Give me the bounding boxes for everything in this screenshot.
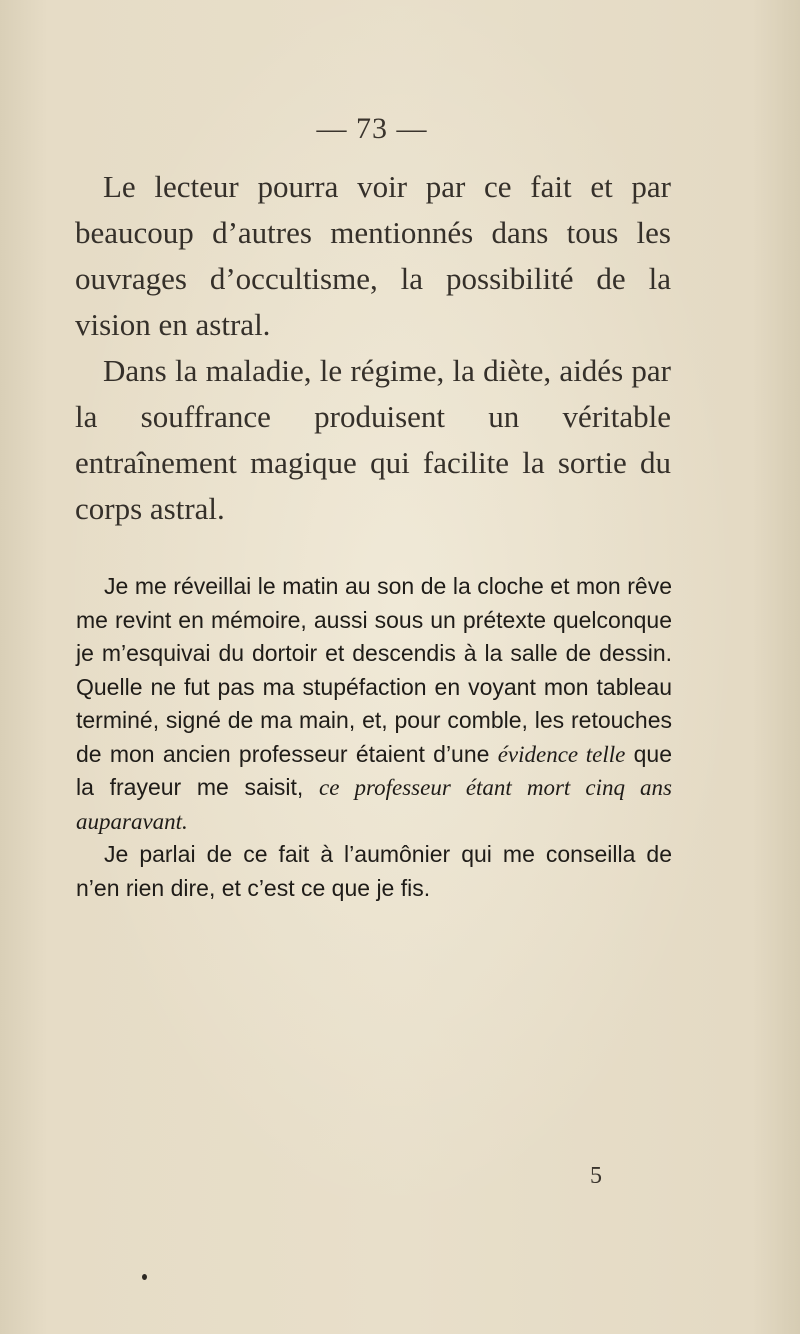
paragraph-maladie: Dans la maladie, le régime, la diète, aidés par la souffrance produisent un véritable entraînement magique qui facilite la sortie du corps astral. bbox=[75, 353, 671, 526]
ink-speck bbox=[142, 1274, 147, 1280]
quote-paragraph-reveil bbox=[76, 570, 672, 838]
quoted-text bbox=[76, 570, 672, 905]
quote-text-middle: que la frayeur me saisit, bbox=[76, 740, 672, 800]
quote-italic-evidence: évidence telle bbox=[497, 741, 626, 767]
page-number: — 73 — bbox=[316, 112, 428, 145]
quote-text-before: Je me réveillai le matin au son de la cloche et mon rêve me revint en mémoire, aussi sous un prétexte quelconque je m’esquivai du dortoir et descendis à la salle de dessin. Quelle ne fut pas ma stupéfaction en voyant mon tableau terminé, signé de ma main, et, pour comble, les retouches de mon ancien professeur étaient d’une bbox=[76, 573, 672, 767]
signature-mark: 5 bbox=[590, 1163, 602, 1189]
quote-paragraph-aumonier: Je parlai de ce fait à l’aumônier qui me conseilla de n’en rien dire, et c’est ce que je fis. bbox=[76, 841, 672, 901]
quote-italic-professeur: ce professeur étant mort cinq ans auparavant. bbox=[76, 775, 672, 834]
paragraph-lecteur: Le lecteur pourra voir par ce fait et par beaucoup d’autres mentionnés dans tous les ouvrages d’occultisme, la possibilité de la vision en astral. bbox=[75, 169, 671, 342]
main-text bbox=[75, 164, 671, 532]
